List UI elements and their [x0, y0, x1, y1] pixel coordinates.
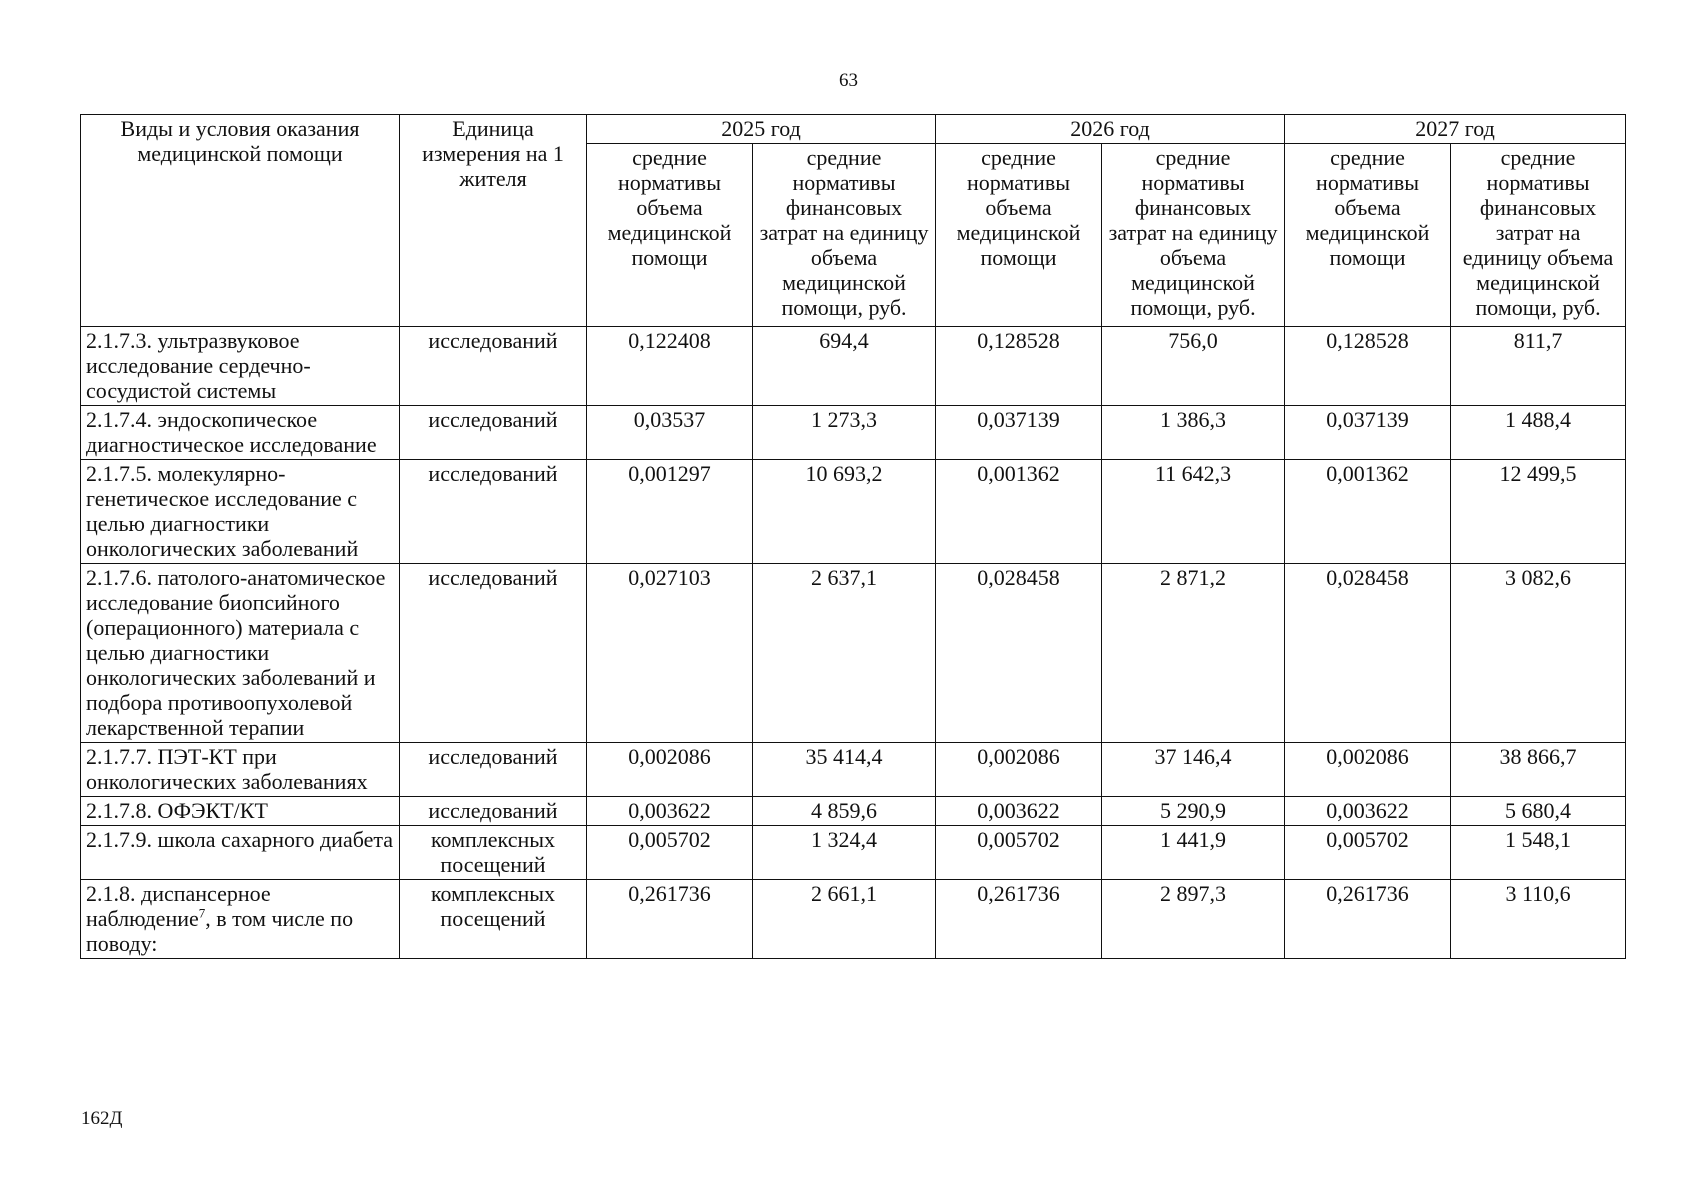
cost-2025: 35 414,4 — [753, 743, 936, 797]
row-name: 2.1.7.4. эндоскопическое диагностическое исследование — [81, 406, 400, 460]
header-cost-2025: средние нормативы финансовых затрат на единицу объема медицинской помощи, руб. — [753, 144, 936, 327]
table-row — [81, 327, 1626, 406]
table-row — [81, 406, 1626, 460]
volume-2026: 0,028458 — [936, 564, 1102, 743]
row-unit: исследований — [400, 743, 587, 797]
cost-2026: 1 386,3 — [1102, 406, 1285, 460]
header-cost-2026: средние нормативы финансовых затрат на единицу объема медицинской помощи, руб. — [1102, 144, 1285, 327]
table-row — [81, 564, 1626, 743]
volume-2026: 0,005702 — [936, 826, 1102, 880]
table-row — [81, 797, 1626, 826]
cost-2027: 5 680,4 — [1451, 797, 1626, 826]
volume-2026: 0,001362 — [936, 460, 1102, 564]
footnote-marker: 7 — [198, 905, 206, 921]
table-row — [81, 826, 1626, 880]
cost-2027: 811,7 — [1451, 327, 1626, 406]
volume-2027: 0,005702 — [1285, 826, 1451, 880]
row-name: 2.1.7.9. школа сахарного диабета — [81, 826, 400, 880]
header-row-1 — [81, 115, 1626, 144]
volume-2026: 0,037139 — [936, 406, 1102, 460]
row-name — [81, 880, 400, 959]
header-type: Виды и условия оказания медицинской помощи — [81, 115, 400, 327]
header-volume-2025: средние нормативы объема медицинской помощи — [587, 144, 753, 327]
cost-2027: 3 110,6 — [1451, 880, 1626, 959]
header-volume-2027: средние нормативы объема медицинской помощи — [1285, 144, 1451, 327]
cost-2026: 2 871,2 — [1102, 564, 1285, 743]
cost-2027: 38 866,7 — [1451, 743, 1626, 797]
row-name: 2.1.7.8. ОФЭКТ/КТ — [81, 797, 400, 826]
volume-2027: 0,261736 — [1285, 880, 1451, 959]
row-name: 2.1.7.6. патолого-анатомическое исследование биопсийного (операционного) материала с целью диагностики онкологических заболеваний и подбора противоопухолевой лекарственной терапии — [81, 564, 400, 743]
cost-2025: 1 273,3 — [753, 406, 936, 460]
row-unit: исследований — [400, 406, 587, 460]
volume-2025: 0,002086 — [587, 743, 753, 797]
header-volume-2026: средние нормативы объема медицинской помощи — [936, 144, 1102, 327]
volume-2026: 0,128528 — [936, 327, 1102, 406]
table-row — [81, 880, 1626, 959]
volume-2027: 0,028458 — [1285, 564, 1451, 743]
page-number: 63 — [839, 70, 858, 91]
cost-2027: 12 499,5 — [1451, 460, 1626, 564]
cost-2027: 3 082,6 — [1451, 564, 1626, 743]
volume-2025: 0,03537 — [587, 406, 753, 460]
volume-2025: 0,027103 — [587, 564, 753, 743]
volume-2027: 0,002086 — [1285, 743, 1451, 797]
row-unit: исследований — [400, 327, 587, 406]
row-unit: комплексных посещений — [400, 826, 587, 880]
volume-2025: 0,001297 — [587, 460, 753, 564]
cost-2026: 2 897,3 — [1102, 880, 1285, 959]
cost-2025: 10 693,2 — [753, 460, 936, 564]
row-name: 2.1.7.7. ПЭТ-КТ при онкологических заболеваниях — [81, 743, 400, 797]
volume-2026: 0,003622 — [936, 797, 1102, 826]
cost-2027: 1 488,4 — [1451, 406, 1626, 460]
header-unit: Единица измерения на 1 жителя — [400, 115, 587, 327]
cost-2025: 4 859,6 — [753, 797, 936, 826]
row-name-text: 2.1.8. диспансерное наблюдение — [86, 881, 271, 931]
cost-2026: 1 441,9 — [1102, 826, 1285, 880]
normatives-table — [80, 114, 1626, 959]
row-name: 2.1.7.3. ультразвуковое исследование сердечно-сосудистой системы — [81, 327, 400, 406]
volume-2025: 0,005702 — [587, 826, 753, 880]
table-row — [81, 460, 1626, 564]
volume-2027: 0,128528 — [1285, 327, 1451, 406]
volume-2025: 0,261736 — [587, 880, 753, 959]
cost-2027: 1 548,1 — [1451, 826, 1626, 880]
table-row — [81, 743, 1626, 797]
volume-2027: 0,003622 — [1285, 797, 1451, 826]
row-unit: комплексных посещений — [400, 880, 587, 959]
cost-2025: 1 324,4 — [753, 826, 936, 880]
volume-2025: 0,003622 — [587, 797, 753, 826]
row-unit: исследований — [400, 797, 587, 826]
cost-2025: 2 661,1 — [753, 880, 936, 959]
header-cost-2027: средние нормативы финансовых затрат на единицу объема медицинской помощи, руб. — [1451, 144, 1626, 327]
row-name-text-continued: , в том числе по поводу: — [86, 906, 354, 956]
header-year-2025: 2025 год — [587, 115, 936, 144]
document-code: 162Д — [81, 1108, 123, 1129]
cost-2026: 5 290,9 — [1102, 797, 1285, 826]
volume-2026: 0,002086 — [936, 743, 1102, 797]
row-unit: исследований — [400, 460, 587, 564]
header-year-2026: 2026 год — [936, 115, 1285, 144]
volume-2027: 0,001362 — [1285, 460, 1451, 564]
volume-2025: 0,122408 — [587, 327, 753, 406]
cost-2025: 2 637,1 — [753, 564, 936, 743]
volume-2026: 0,261736 — [936, 880, 1102, 959]
cost-2025: 694,4 — [753, 327, 936, 406]
header-year-2027: 2027 год — [1285, 115, 1626, 144]
cost-2026: 756,0 — [1102, 327, 1285, 406]
cost-2026: 37 146,4 — [1102, 743, 1285, 797]
cost-2026: 11 642,3 — [1102, 460, 1285, 564]
volume-2027: 0,037139 — [1285, 406, 1451, 460]
row-unit: исследований — [400, 564, 587, 743]
row-name: 2.1.7.5. молекулярно-генетическое исследование с целью диагностики онкологических заболеваний — [81, 460, 400, 564]
